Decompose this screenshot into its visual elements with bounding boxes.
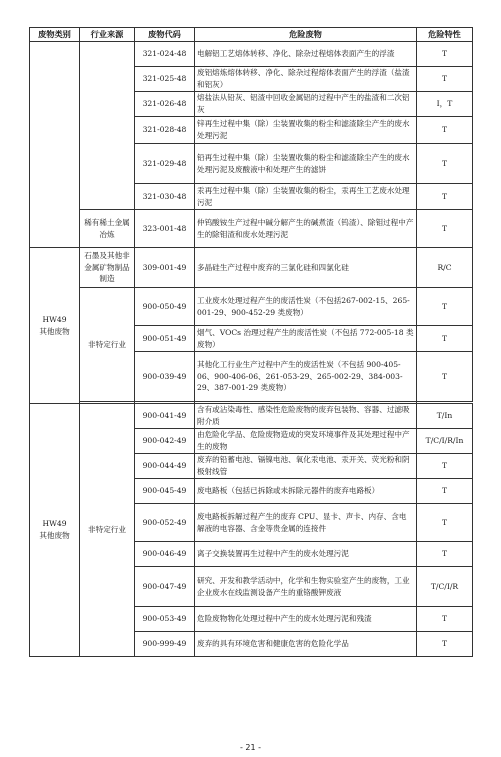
waste-description: 仲钨酸铵生产过程中碱分解产生的碱煮渣（钨渣）、除钼过程中产生的除钼渣和废水处理污泥 <box>195 210 417 248</box>
header-waste-code: 废物代码 <box>135 28 195 42</box>
hazard-property: T <box>417 326 473 352</box>
table-header-row <box>30 28 473 42</box>
waste-description: 由危险化学品、危险废物造成的突发环境事件及其处理过程中产生的废物 <box>195 429 417 454</box>
hazard-property: T <box>417 42 473 67</box>
hazard-property: T/In <box>417 404 473 429</box>
waste-description: 废电路板拆解过程产生的废弃 CPU、显卡、声卡、内存、含电解液的电容器、含金等贵金属的连接件 <box>195 504 417 542</box>
source-cell-blank <box>80 42 135 210</box>
header-waste-category: 废物类别 <box>30 28 80 42</box>
waste-code: 900-050-49 <box>135 288 195 326</box>
waste-code: 321-024-48 <box>135 42 195 67</box>
waste-code: 900-047-49 <box>135 567 195 607</box>
industry-source: 石墨及其他非金属矿物制品制造 <box>80 248 135 288</box>
waste-description: 废电路板（包括已拆除或未拆除元器件的废弃电路板） <box>195 479 417 504</box>
waste-code: 900-041-49 <box>135 404 195 429</box>
waste-description: 含有或沾染毒性、感染性危险废物的废弃包装物、容器、过滤吸附介质 <box>195 404 417 429</box>
table-row <box>30 42 473 67</box>
waste-description: 危险废物物化处理过程中产生的废水处理污泥和残渣 <box>195 607 417 632</box>
waste-description: 废铝熔炼熔体转移、净化、除杂过程熔体表面产生的浮渣（盐渣和铝灰） <box>195 67 417 92</box>
industry-source: 非特定行业 <box>80 404 135 657</box>
waste-code: 321-030-48 <box>135 184 195 210</box>
header-hazard-property: 危险特性 <box>417 28 473 42</box>
waste-description: 离子交换装置再生过程中产生的废水处理污泥 <box>195 542 417 567</box>
waste-code: 321-026-48 <box>135 92 195 117</box>
waste-description: 电解铝工艺熔体转移、净化、除杂过程熔体表面产生的浮渣 <box>195 42 417 67</box>
hazard-property: T <box>417 607 473 632</box>
hazard-property: T/C/I/R/In <box>417 429 473 454</box>
hazard-property: T <box>417 117 473 144</box>
waste-description: 工业废水处理过程产生的废活性炭（不包括267-002-15、265-001-29、900-452-29 类废物） <box>195 288 417 326</box>
hazard-property: T/C/I/R <box>417 567 473 607</box>
hazard-property: T <box>417 352 473 402</box>
waste-code: 900-045-49 <box>135 479 195 504</box>
waste-description: 其他化工行业生产过程中产生的废活性炭（不包括 900-405-06、900-406-06、261-053-29、265-002-29、384-003-29、387-001-29 类废物） <box>195 352 417 402</box>
waste-code: 309-001-49 <box>135 248 195 288</box>
waste-code: 900-052-49 <box>135 504 195 542</box>
waste-description: 锌再生过程中集（除）尘装置收集的粉尘和滤渣除尘产生的废水处理污泥 <box>195 117 417 144</box>
waste-code: 900-046-49 <box>135 542 195 567</box>
hazard-property: I，T <box>417 92 473 117</box>
header-hazardous-waste: 危险废物 <box>195 28 417 42</box>
table-row <box>30 210 473 248</box>
hazard-property: T <box>417 504 473 542</box>
waste-description: 多晶硅生产过程中废弃的三氯化硅和四氯化硅 <box>195 248 417 288</box>
hazard-property: T <box>417 288 473 326</box>
waste-code: 900-044-49 <box>135 454 195 479</box>
waste-category <box>30 248 80 404</box>
table-row <box>30 404 473 429</box>
category-label: HW49 其他废物 <box>39 314 70 336</box>
waste-code: 900-039-49 <box>135 352 195 402</box>
table-row <box>30 288 473 326</box>
industry-source: 非特定行业 <box>80 288 135 402</box>
waste-description: 汞再生过程中集（除）尘装置收集的粉尘，汞再生工艺废水处理污泥 <box>195 184 417 210</box>
category-cell-blank <box>30 42 80 248</box>
waste-description: 烟气、VOCs 治理过程产生的废活性炭（不包括 772-005-18 类废物） <box>195 326 417 352</box>
hazard-property: T <box>417 454 473 479</box>
industry-source: 稀有稀土金属冶炼 <box>80 210 135 248</box>
waste-code: 900-051-49 <box>135 326 195 352</box>
category-label: HW49 其他废物 <box>39 519 70 540</box>
table-row <box>30 248 473 288</box>
waste-description: 研究、开发和教学活动中，化学和生物实验室产生的废物，工业企业废水在线监测设备产生的重铬酸钾废液 <box>195 567 417 607</box>
hazard-property: T <box>417 210 473 248</box>
waste-description: 铅再生过程中集（除）尘装置收集的粉尘和滤渣除尘产生的废水处理污泥及废酸液中和处理产生的滤饼 <box>195 144 417 184</box>
waste-category <box>30 404 80 657</box>
waste-code: 900-999-49 <box>135 632 195 657</box>
waste-code: 323-001-48 <box>135 210 195 248</box>
waste-code: 900-042-49 <box>135 429 195 454</box>
hazardous-waste-table <box>29 27 473 657</box>
hazard-property: R/C <box>417 248 473 288</box>
header-industry-source: 行业来源 <box>80 28 135 42</box>
hazard-property: T <box>417 184 473 210</box>
waste-code: 321-028-48 <box>135 117 195 144</box>
hazard-property: T <box>417 632 473 657</box>
hazard-property: T <box>417 542 473 567</box>
hazard-property: T <box>417 67 473 92</box>
page-number: - 21 - <box>239 743 262 752</box>
waste-code: 900-053-49 <box>135 607 195 632</box>
waste-code: 321-025-48 <box>135 67 195 92</box>
waste-code: 321-029-48 <box>135 144 195 184</box>
waste-description: 熔盐法从铅灰、铝渣中回收金属铝的过程中产生的盐渣和二次铝灰 <box>195 92 417 117</box>
hazard-property: T <box>417 144 473 184</box>
waste-description: 废弃的具有环境危害和健康危害的危险化学品 <box>195 632 417 657</box>
hazard-property: T <box>417 479 473 504</box>
waste-description: 废弃的铅蓄电池、镉镍电池、氧化汞电池、汞开关、荧光粉和阴极射线管 <box>195 454 417 479</box>
